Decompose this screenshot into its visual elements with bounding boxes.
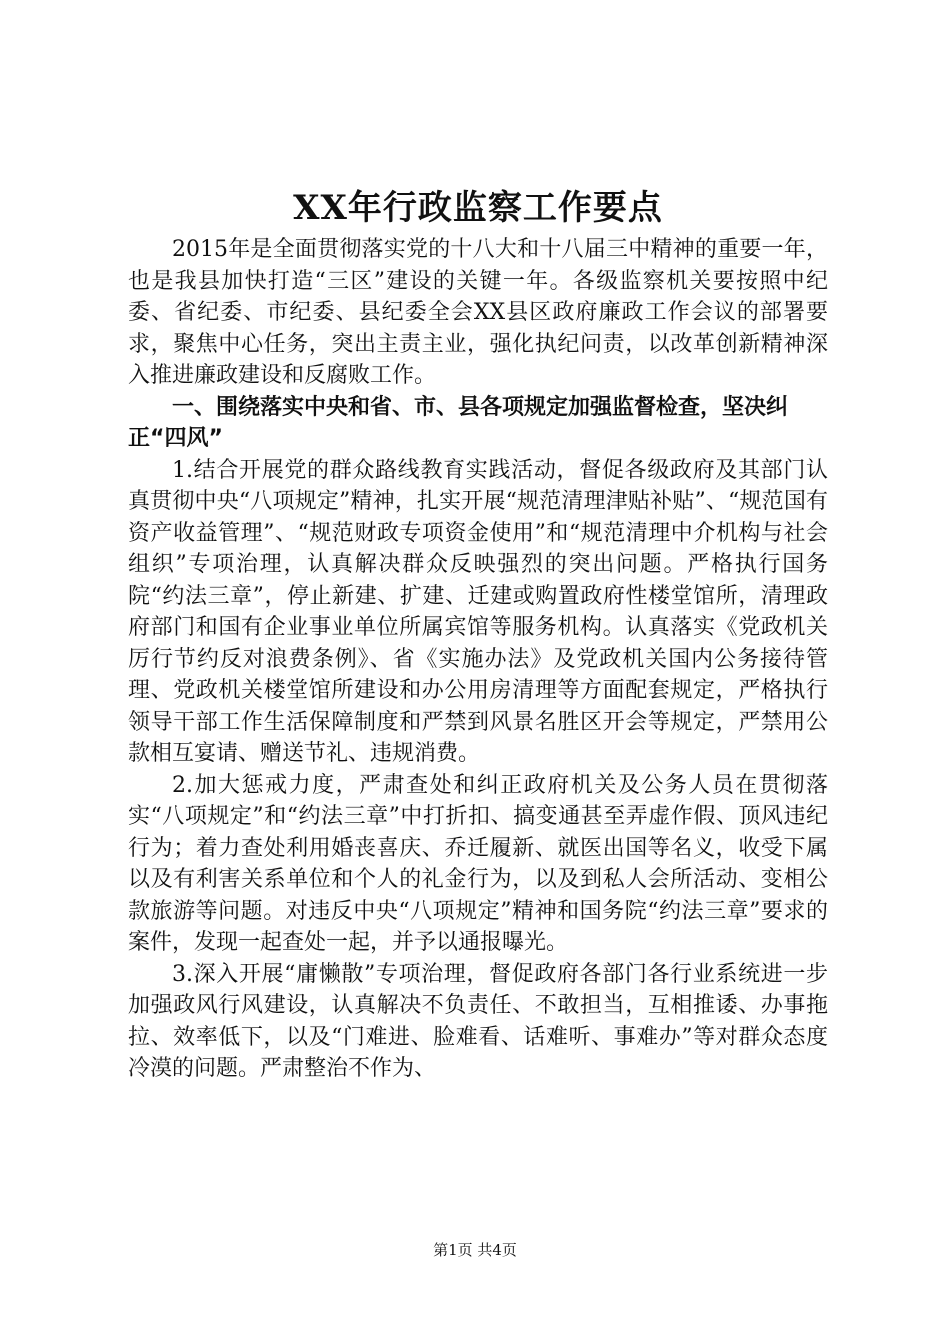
page-title: XX年行政监察工作要点 xyxy=(293,188,663,228)
page-footer: 第1页 共4页 xyxy=(433,1241,517,1259)
intro-paragraph: 2015年是全面贯彻落实党的十八大和十八届三中精神的重要一年，也是我县加快打造“三区”建设的关键一年。各级监察机关要按照中纪委、省纪委、市纪委、县纪委全会XX县区政府廉政工作会议的部署要求，聚焦中心任务，突出主责主业，强化执纪问责，以改革创新精神深入推进廉政建设和反腐败工作。 xyxy=(128,237,828,388)
item-paragraph-2: 2.加大惩戒力度，严肃查处和纠正政府机关及公务人员在贯彻落实“八项规定”和“约法三章”中打折扣、搞变通甚至弄虚作假、顶风违纪行为；着力查处利用婚丧喜庆、乔迁履新、就医出国等名义，收受下属以及有利害关系单位和个人的礼金行为，以及到私人会所活动、变相公款旅游等问题。对违反中央“八项规定”精神和国务院“约法三章”要求的案件，发现一起查处一起，并予以通报曝光。 xyxy=(128,772,828,955)
item-paragraph-3: 3.深入开展“庸懒散”专项治理，督促政府各部门各行业系统进一步加强政风行风建设，认真解决不负责任、不敢担当，互相推诿、办事拖拉、效率低下，以及“门难进、脸难看、话难听、事难办”等对群众态度冷漠的问题。严肃整治不作为、 xyxy=(128,961,828,1081)
section-heading-1: 一、围绕落实中央和省、市、县各项规定加强监督检查，坚决纠正“四风” xyxy=(128,394,789,451)
document-page xyxy=(128,186,828,1085)
item-paragraph-1: 1.结合开展党的群众路线教育实践活动，督促各级政府及其部门认真贯彻中央“八项规定”精神，扎实开展“规范清理津贴补贴”、“规范国有资产收益管理”、“规范财政专项资金使用”和“规范清理中介机构与社会组织”专项治理，认真解决群众反映强烈的突出问题。严格执行国务院“约法三章”，停止新建、扩建、迁建或购置政府性楼堂馆所，清理政府部门和国有企业事业单位所属宾馆等服务机构。认真落实《党政机关厉行节约反对浪费条例》、省《实施办法》及党政机关国内公务接待管理、党政机关楼堂馆所建设和办公用房清理等方面配套规定，严格执行领导干部工作生活保障制度和严禁到风景名胜区开会等规定，严禁用公款相互宴请、赠送节礼、违规消费。 xyxy=(128,457,828,766)
